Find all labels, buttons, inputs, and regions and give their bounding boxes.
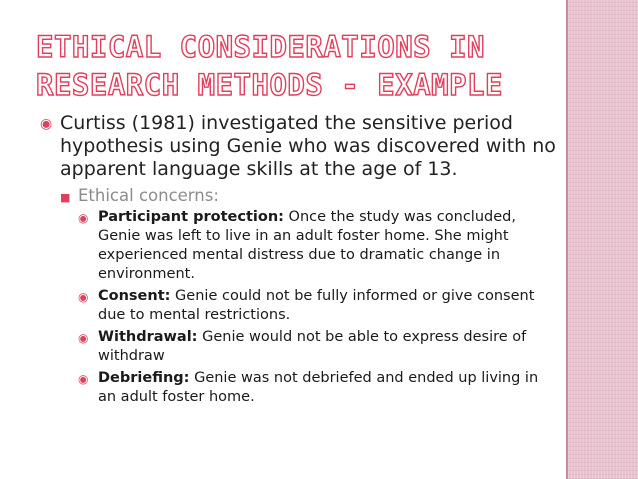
concern-item-withdrawal xyxy=(78,328,560,366)
target-bullet-icon: ◉ xyxy=(78,372,89,386)
target-bullet-icon: ◉ xyxy=(78,211,89,225)
square-bullet-icon: ■ xyxy=(60,191,71,204)
slide-title-line-1: ETHICAL CONSIDERATIONS IN xyxy=(36,30,485,64)
concern-term: Consent: xyxy=(98,288,171,304)
slide-content xyxy=(40,112,560,410)
slide-title xyxy=(36,28,556,104)
concern-text: Genie would not be able to express desire of withdraw xyxy=(98,329,527,364)
side-panel xyxy=(568,0,638,479)
concern-item-consent xyxy=(78,287,560,325)
target-bullet-icon: ◉ xyxy=(78,290,89,304)
main-bullet-text: Curtiss (1981) investigated the sensitive period hypothesis using Genie who was discovered with no apparent language skills at the age of 13. xyxy=(60,112,556,180)
main-bullet xyxy=(40,112,560,181)
concerns-list xyxy=(78,208,560,407)
target-bullet-icon: ◉ xyxy=(40,116,53,132)
concern-term: Debriefing: xyxy=(98,370,190,386)
concern-term: Withdrawal: xyxy=(98,329,198,345)
concern-text: Once the study was concluded, Genie was left to live in an adult foster home. She might experienced mental distress due to dramatic change in environment. xyxy=(98,209,516,282)
slide-title-line-2: RESEARCH METHODS - EXAMPLE xyxy=(36,68,503,102)
sub-bullet-text: Ethical concerns: xyxy=(78,186,219,205)
concern-item-debriefing xyxy=(78,369,560,407)
concern-term: Participant protection: xyxy=(98,209,284,225)
target-bullet-icon: ◉ xyxy=(78,331,89,345)
sub-bullet xyxy=(60,185,560,206)
concern-text: Genie was not debriefed and ended up living in an adult foster home. xyxy=(98,370,539,405)
concern-item-participant-protection xyxy=(78,208,560,284)
concern-text: Genie could not be fully informed or give consent due to mental restrictions. xyxy=(98,288,535,323)
